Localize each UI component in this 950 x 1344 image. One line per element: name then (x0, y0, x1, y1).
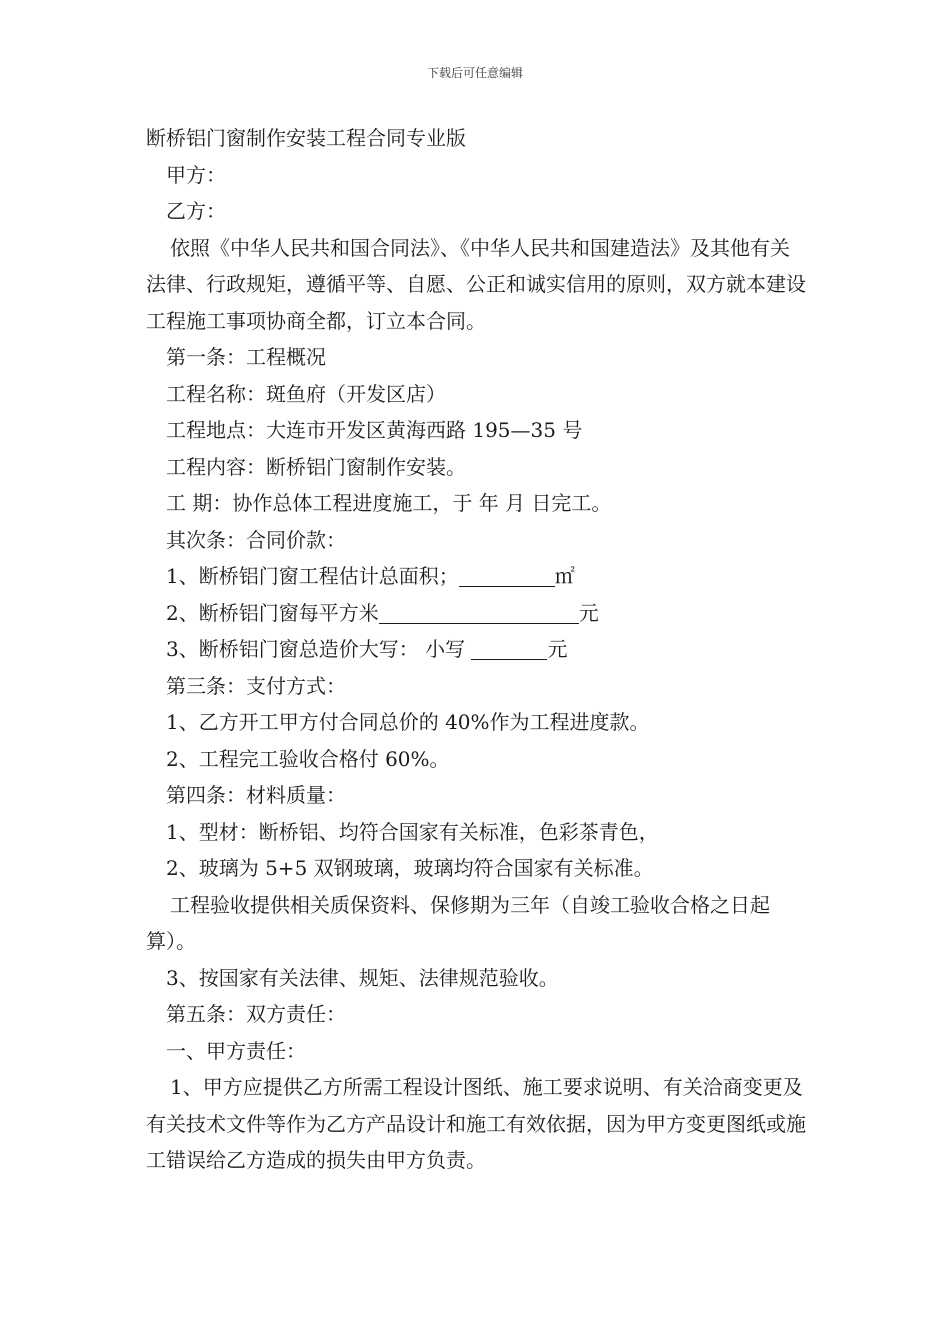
total-price-unit: 元 (547, 637, 568, 661)
price-item-2-label: 2、断桥铝门窗每平方米 (166, 600, 379, 625)
article-3-heading: 第三条：支付方式： (166, 673, 346, 698)
payment-item-2: 2、工程完工验收合格付 60%。 (166, 746, 450, 771)
warranty-paragraph: 工程验收提供相关质保资料、保修期为三年（自竣工验收合格之日起算）。 (146, 892, 770, 953)
header-note: 下载后可任意编辑 (426, 66, 523, 80)
unit-price-unit: 元 (578, 600, 599, 625)
project-location: 工程地点：大连市开发区黄海西路 195—35 号 (166, 418, 583, 442)
article-4-heading: 第四条：材料质量： (166, 783, 346, 807)
party-b-line: 乙方： (166, 199, 226, 223)
material-item-2: 2、玻璃为 5+5 双钢玻璃，玻璃均符合国家有关标准。 (166, 856, 654, 880)
total-price-blank (471, 637, 547, 660)
payment-item-1: 1、乙方开工甲方付合同总价的 40%作为工程进度款。 (166, 710, 650, 734)
article-1-heading: 第一条：工程概况 (166, 345, 326, 369)
party-a-line: 甲方： (166, 162, 226, 187)
party-a-duties-heading: 一、甲方责任： (166, 1038, 306, 1063)
price-item-1 (146, 558, 806, 595)
material-item-1: 1、型材：断桥铝、均符合国家有关标准，色彩茶青色， (166, 819, 659, 844)
party-a-duty-1: 1、甲方应提供乙方所需工程设计图纸、施工要求说明、有关洽商变更及有关技术文件等作为乙方产品设计和施工有效依据，因为甲方变更图纸或施工错误给乙方造成的损失由甲方负责。 (146, 1075, 806, 1172)
price-item-3 (146, 631, 806, 668)
contract-document (146, 120, 806, 1179)
area-unit: ㎡ (554, 564, 575, 588)
project-name: 工程名称：斑鱼府（开发区店） (166, 381, 446, 406)
unit-price-blank (379, 601, 579, 624)
document-title: 断桥铝门窗制作安装工程合同专业版 (146, 126, 466, 150)
price-item-3-label: 3、断桥铝门窗总造价大写： 小写 (166, 637, 472, 661)
material-item-3: 3、按国家有关法律、规矩、法律规范验收。 (166, 965, 559, 990)
area-blank (459, 564, 555, 587)
article-5-heading: 第五条：双方责任： (166, 1002, 346, 1026)
article-2-heading: 其次条：合同价款： (166, 527, 346, 552)
intro-paragraph: 依照《中华人民共和国合同法》、《中华人民共和国建造法》及其他有关法律、行政规矩，遵循平等、自愿、公正和诚实信用的原则，双方就本建设工程施工事项协商全都，订立本合同。 (146, 235, 806, 333)
project-content: 工程内容：断桥铝门窗制作安装。 (166, 454, 466, 479)
price-item-2 (146, 595, 806, 632)
price-item-1-label: 1、断桥铝门窗工程估计总面积； (166, 564, 459, 588)
project-period: 工 期：协作总体工程进度施工，于 年 月 日完工。 (166, 491, 612, 515)
